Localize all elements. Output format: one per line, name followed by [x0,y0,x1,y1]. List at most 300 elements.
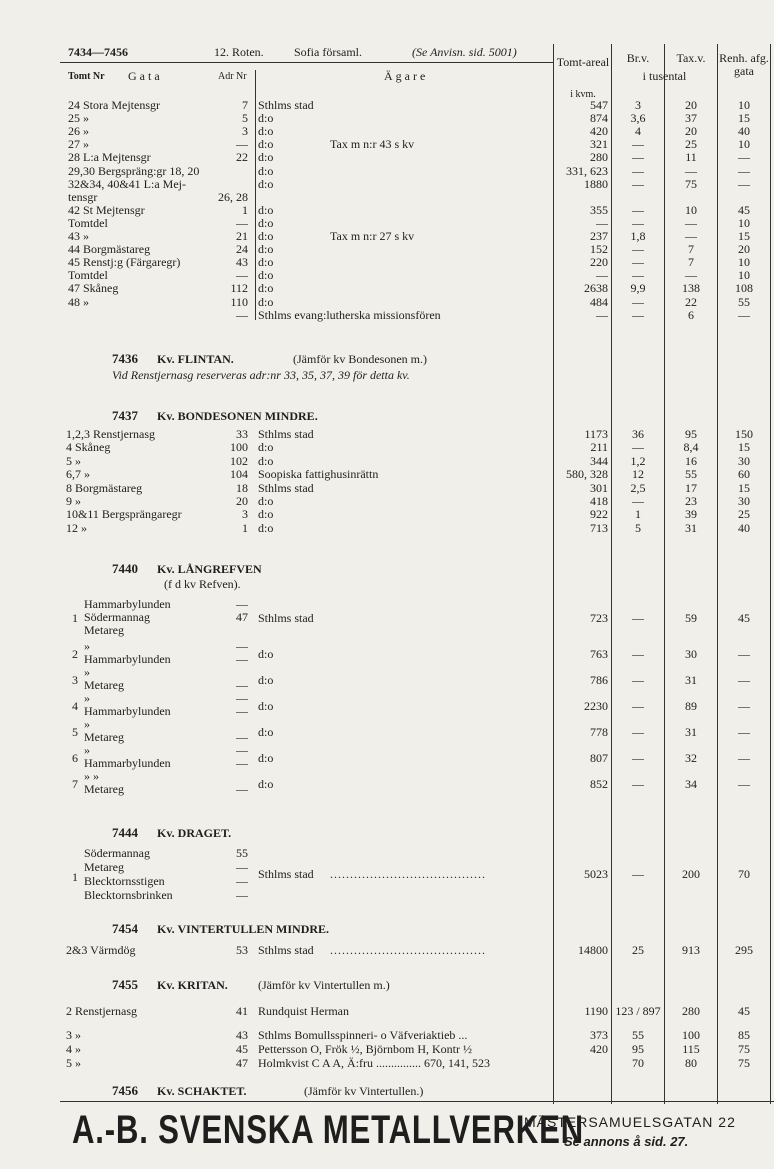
row-street: 43 » [68,229,89,243]
row-owner: d:o [258,777,274,791]
row-taxv: — [685,268,697,282]
row-taxv: 20 [685,124,697,138]
row-owner: d:o [258,150,274,164]
block-number-7440: 7440 [112,561,138,576]
parish-label: Sofia församl. [294,45,362,59]
leader-7444: ....................................... [330,867,486,881]
row-owner: d:o [258,177,274,191]
row-taxv: 7 [688,255,694,269]
row-areal: 723 [590,611,608,625]
row-street: Tomtdel [68,268,108,282]
row-owner: d:o [258,268,274,282]
row-taxv: 31 [685,673,697,687]
row-brv: 123 / 897 [615,1004,661,1018]
row-renh: 40 [738,124,750,138]
row-areal: 2230 [584,699,608,713]
row-street: 6,7 » [66,467,90,481]
roten-label: 12. Roten. [214,45,264,59]
row-taxv: 55 [685,467,697,481]
row-owner: Sthlms stad [258,481,314,495]
block-name-7436: Kv. FLINTAN. [157,352,234,366]
col-tusental: i tusental [642,69,687,83]
row-street-line: » [84,665,90,679]
street-7444-3: Blecktornsstigen [84,874,165,888]
row-street: 28 L:a Mejtensgr [68,150,151,164]
row-taxv: 80 [685,1056,697,1070]
row-street-line: » [84,717,90,731]
row-brv: — [632,440,644,454]
row-taxv: — [685,229,697,243]
row-street: 29,30 Bergspräng:gr 18, 20 [68,164,200,178]
row-brv: 3 [635,98,641,112]
row-taxv: 39 [685,507,697,521]
row-areal: 211 [590,440,608,454]
col-tomtareal: Tomt-areal [556,55,610,69]
row-adr: 43 [236,255,248,269]
row-brv: 9,9 [630,281,646,295]
row-brv: 3,6 [630,111,646,125]
row-areal: 2638 [584,281,608,295]
row-renh: 45 [738,611,750,625]
row-taxv: 34 [685,777,697,791]
col-gata: G a t a [128,69,160,83]
row-renh: — [738,308,750,322]
row-areal: 922 [590,507,608,521]
row-renh: — [738,673,750,687]
row-adr: 24 [236,242,248,256]
row-taxv: 16 [685,454,697,468]
row-street-line: Metareg [84,678,124,692]
row-owner: d:o [258,494,274,508]
row-renh: — [738,164,750,178]
row-taxv: 138 [682,281,700,295]
page-range: 7434—7456 [68,45,128,59]
row-street-line: Metareg [84,623,124,637]
row-taxv: 115 [682,1042,700,1056]
row-tomt: 3 [72,673,78,687]
row-adr: 41 [236,1004,248,1018]
adr-7444-1: 55 [236,846,248,860]
block-name-7456: Kv. SCHAKTET. [157,1084,247,1098]
row-areal: 547 [590,98,608,112]
row-adr-line: — [236,782,248,796]
row-owner: Sthlms evang:lutherska missionsfören [258,308,441,322]
row-street: 9 » [66,494,81,508]
row-areal: 152 [590,242,608,256]
block-note-7436: (Jämför kv Bondesonen m.) [293,352,427,366]
row-street: 47 Skåneg [68,281,119,295]
block-number-7436: 7436 [112,351,138,366]
col-renh: Renh. afg. gata [719,51,769,78]
row-taxv: 89 [685,699,697,713]
row-brv: 70 [632,1056,644,1070]
row-renh: 150 [735,427,753,441]
row-brv: — [632,751,644,765]
row-street: 48 » [68,295,89,309]
row-adr: 3 [242,507,248,521]
taxv-7454: 913 [682,943,700,957]
row-areal: 1190 [584,1004,608,1018]
col-adr-nr: Adr Nr [218,71,247,82]
row-adr: — [236,308,248,322]
row-renh: 15 [738,111,750,125]
row-areal: 874 [590,111,608,125]
row-owner: d:o [258,111,274,125]
row-brv: 5 [635,521,641,535]
row-street-line: Södermannag [84,610,150,624]
row-owner: Sthlms stad [258,427,314,441]
row-street: 10&11 Bergsprängaregr [66,507,182,521]
block-number-7444: 7444 [112,825,138,840]
row-owner: Sthlms stad [258,611,314,625]
block-italic-7436: Vid Renstjernasg reserveras adr:nr 33, 35, 37, 39 för detta kv. [112,368,410,382]
row-areal: 763 [590,647,608,661]
row-street: 27 » [68,137,89,151]
renh-7454: 295 [735,943,753,957]
row-areal: 580, 328 [566,467,608,481]
column-rule-right [770,44,771,1104]
row-areal: — [596,216,608,230]
row-owner: d:o [258,203,274,217]
row-areal: 852 [590,777,608,791]
row-taxv: — [685,216,697,230]
row-renh: 45 [738,1004,750,1018]
column-rule-agare [255,70,256,320]
row-street-line: Hammarbylunden [84,597,171,611]
block-name-7437: Kv. BONDESONEN MINDRE. [157,409,318,423]
row-owner: d:o [258,216,274,230]
row-owner: d:o [258,124,274,138]
row-adr: — [236,216,248,230]
block-name-7455: Kv. KRITAN. [157,978,228,992]
col-taxv: Tax.v. [676,51,706,65]
row-renh: — [738,150,750,164]
row-adr: 104 [230,467,248,481]
row-adr: 18 [236,481,248,495]
row-adr: 110 [230,295,248,309]
row-areal: 484 [590,295,608,309]
renh-7444: 70 [738,867,750,881]
row-brv: 95 [632,1042,644,1056]
row-taxv: 10 [685,203,697,217]
row-areal: 373 [590,1028,608,1042]
row-renh: 108 [735,281,753,295]
row-areal: 331, 623 [566,164,608,178]
row-adr: 102 [230,454,248,468]
row-areal: 344 [590,454,608,468]
row-owner: Sthlms stad [258,98,314,112]
row-owner: d:o [258,137,274,151]
row-areal: 786 [590,673,608,687]
row-tax-note: Tax m n:r 27 s kv [330,229,415,243]
row-taxv: 75 [685,177,697,191]
row-renh: 10 [738,255,750,269]
row-owner: Holmkvist C A A, Ä:fru ............... 670, 141, 523 [258,1056,491,1070]
row-taxv: 17 [685,481,697,495]
row-renh: 15 [738,229,750,243]
row-renh: 10 [738,216,750,230]
row-brv: — [632,647,644,661]
row-areal: 321 [590,137,608,151]
row-areal: 713 [590,521,608,535]
street-7444-4: Blecktornsbrinken [84,888,173,902]
areal-7454: 14800 [578,943,608,957]
row-adr: 43 [236,1028,248,1042]
row-renh: 85 [738,1028,750,1042]
row-tomt: 1 [72,611,78,625]
row-taxv: 31 [685,521,697,535]
row-areal: 355 [590,203,608,217]
row-areal: 1173 [584,427,608,441]
row-taxv: 32 [685,751,697,765]
row-street-line: » [84,691,90,705]
row-brv: — [632,699,644,713]
row-taxv: 95 [685,427,697,441]
block-number-7454: 7454 [112,921,138,936]
row-adr: 7 [242,98,248,112]
row-owner: d:o [258,242,274,256]
row-adr: 1 [242,203,248,217]
row-owner: d:o [258,725,274,739]
row-owner: d:o [258,521,274,535]
row-taxv: 22 [685,295,697,309]
row-taxv: 59 [685,611,697,625]
row-renh: — [738,725,750,739]
row-owner: Soopiska fattighusinrättn [258,467,379,481]
row-owner: d:o [258,164,274,178]
row-adr-line: — [236,639,248,653]
areal-7444: 5023 [584,867,608,881]
row-owner: Rundquist Herman [258,1004,349,1018]
row-brv: — [632,177,644,191]
row-renh: 60 [738,467,750,481]
row-taxv: 100 [682,1028,700,1042]
row-adr-line: 47 [236,610,248,624]
row-street: 12 » [66,521,87,535]
row-taxv: 37 [685,111,697,125]
block-note-7455: (Jämför kv Vintertullen m.) [258,978,390,992]
row-street: tensgr [68,190,98,204]
row-taxv: 7 [688,242,694,256]
row-areal: 778 [590,725,608,739]
row-brv: — [632,673,644,687]
row-renh: 10 [738,98,750,112]
row-areal: — [596,268,608,282]
row-areal: 1880 [584,177,608,191]
row-adr: 3 [242,124,248,138]
owner-7444: Sthlms stad [258,867,314,881]
row-tomt: 6 [72,751,78,765]
taxv-7444: 200 [682,867,700,881]
row-renh: — [738,647,750,661]
row-adr-line: — [236,597,248,611]
row-brv: 1,8 [630,229,646,243]
row-street: 26 » [68,124,89,138]
row-adr: 100 [230,440,248,454]
row-taxv: 11 [685,150,697,164]
row-brv: — [632,203,644,217]
block-sub-7440: (f d kv Refven). [164,577,241,591]
row-street: 4 Skåneg [66,440,111,454]
row-taxv: 6 [688,308,694,322]
row-brv: 55 [632,1028,644,1042]
row-street: 25 » [68,111,89,125]
row-tomt: 7 [72,777,78,791]
row-renh: — [738,177,750,191]
row-street: 5 » [66,454,81,468]
row-renh: — [738,751,750,765]
row-adr: 33 [236,427,248,441]
row-renh: 10 [738,268,750,282]
ad-address: MÄSTERSAMUELSGATAN 22 [524,1114,736,1130]
row-areal: 220 [590,255,608,269]
row-brv: — [632,494,644,508]
row-brv: — [632,308,644,322]
column-rule-areal [553,44,554,1104]
advertisement [72,1104,772,1166]
row-owner: d:o [258,751,274,765]
row-brv: — [632,725,644,739]
row-brv: — [632,611,644,625]
row-owner: d:o [258,699,274,713]
row-tomt: 5 [72,725,78,739]
row-brv: — [632,242,644,256]
row-adr: 22 [236,150,248,164]
row-brv: — [632,137,644,151]
adr-7444-2: — [236,860,248,874]
street-7454: 2&3 Värmdög [66,943,136,957]
row-renh: 75 [738,1042,750,1056]
col-tomt-nr: Tomt Nr [68,71,105,82]
row-renh: 75 [738,1056,750,1070]
row-adr: 112 [230,281,248,295]
row-street: 44 Borgmästareg [68,242,151,256]
row-owner: Pettersson O, Frök ½, Björnbom H, Kontr ½ [258,1042,472,1056]
row-brv: — [632,777,644,791]
row-taxv: — [685,164,697,178]
row-owner: d:o [258,454,274,468]
col-brv: Br.v. [626,51,650,65]
brv-7444: — [632,867,644,881]
row-adr-line: — [236,678,248,692]
row-brv: — [632,295,644,309]
row-street-line: » [84,639,90,653]
adr-7454: 53 [236,943,248,957]
block-name-7454: Kv. VINTERTULLEN MINDRE. [157,922,330,936]
row-adr-line: — [236,730,248,744]
row-owner: d:o [258,295,274,309]
row-street-line: » » [84,769,99,783]
row-owner: d:o [258,507,274,521]
row-areal: 237 [590,229,608,243]
row-renh: 20 [738,242,750,256]
row-tax-note: Tax m n:r 43 s kv [330,137,415,151]
row-brv: — [632,255,644,269]
row-areal: — [596,308,608,322]
row-areal: 420 [590,124,608,138]
block-note-7456: (Jämför kv Vintertullen.) [304,1084,424,1098]
row-renh: 55 [738,295,750,309]
row-adr: — [236,268,248,282]
street-7444-1: Södermannag [84,846,150,860]
row-street: 1,2,3 Renstjernasg [66,427,155,441]
street-7444-2: Metareg [84,860,124,874]
ad-reference: Se annons å sid. 27. [564,1134,689,1149]
row-brv: 36 [632,427,644,441]
row-street-line: Hammarbylunden [84,704,171,718]
row-street: 8 Borgmästareg [66,481,143,495]
row-taxv: 25 [685,137,697,151]
row-renh: 15 [738,440,750,454]
row-street: 2 Renstjernasg [66,1004,137,1018]
row-owner: d:o [258,229,274,243]
row-adr: 5 [242,111,248,125]
row-street-line: Hammarbylunden [84,652,171,666]
adr-7444-3: — [236,874,248,888]
row-renh: 25 [738,507,750,521]
row-street: 4 » [66,1042,81,1056]
row-adr-line: — [236,756,248,770]
row-street: 24 Stora Mejtensgr [68,98,160,112]
row-renh: — [738,699,750,713]
row-adr-line: — [236,691,248,705]
row-owner: d:o [258,440,274,454]
row-renh: — [738,777,750,791]
row-adr: 26, 28 [218,190,248,204]
row-street-line: Metareg [84,782,124,796]
row-owner: d:o [258,281,274,295]
row-brv: 4 [635,124,641,138]
see-reference: (Se Anvisn. sid. 5001) [412,45,517,59]
row-renh: 40 [738,521,750,535]
row-renh: 30 [738,494,750,508]
row-tomt: 4 [72,699,78,713]
row-adr-line: — [236,704,248,718]
row-owner: Sthlms Bomullsspinneri- o Väfveriaktieb ... [258,1028,468,1042]
row-owner: d:o [258,255,274,269]
row-adr-line: — [236,652,248,666]
row-adr: 20 [236,494,248,508]
header-rule [60,62,554,63]
row-brv: 2,5 [630,481,646,495]
row-adr: 45 [236,1042,248,1056]
row-street: 5 » [66,1056,81,1070]
brv-7454: 25 [632,943,644,957]
tomt-7444: 1 [72,870,78,884]
col-agare: Ä g a r e [384,69,426,83]
row-street: 32&34, 40&41 L:a Mej- [68,177,186,191]
row-adr-line: — [236,743,248,757]
row-street: 42 St Mejtensgr [68,203,145,217]
col-tomtareal-unit: i kvm. [570,89,596,100]
row-adr: 1 [242,521,248,535]
ad-top-rule [60,1101,774,1102]
row-taxv: 280 [682,1004,700,1018]
row-brv: — [632,268,644,282]
owner-7454: Sthlms stad [258,943,314,957]
row-brv: 1 [635,507,641,521]
row-brv: 1,2 [630,454,646,468]
row-brv: — [632,150,644,164]
block-name-7440: Kv. LÅNGREFVEN [157,562,262,576]
row-owner: d:o [258,647,274,661]
row-brv: — [632,164,644,178]
block-number-7455: 7455 [112,977,138,992]
row-taxv: 23 [685,494,697,508]
row-renh: 15 [738,481,750,495]
block-number-7456: 7456 [112,1083,138,1098]
row-areal: 807 [590,751,608,765]
